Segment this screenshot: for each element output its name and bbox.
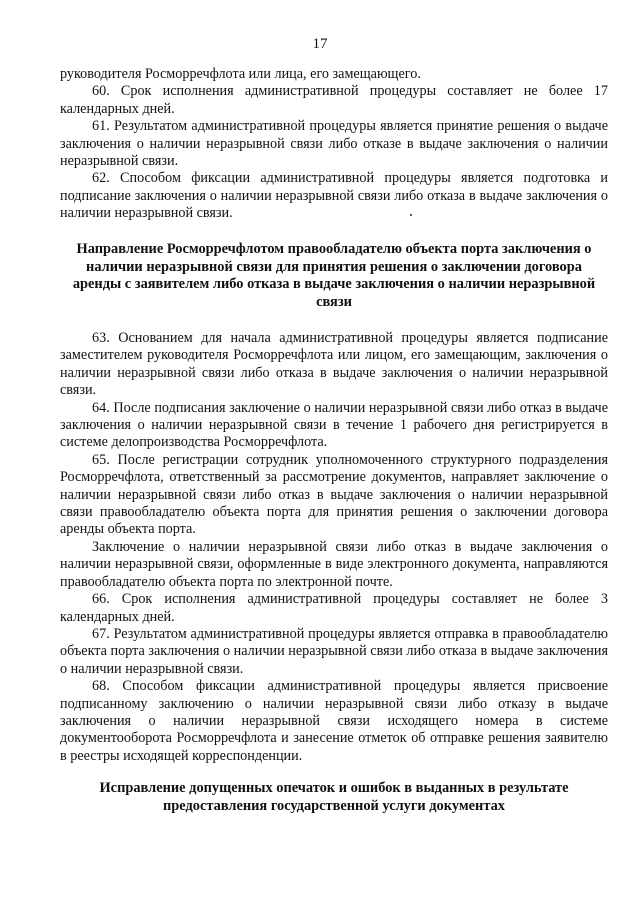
- paragraph-60: 60. Срок исполнения административной процедуры составляет не более 17 календарных дней.: [60, 83, 608, 117]
- paragraph-68: 68. Способом фиксации административной процедуры является присвоение подписанному заключению о наличии неразрывной связи либо отказу в выдаче заключения о наличии неразрывной связи исходящего номера в системе документооборота Росморречфлота и занесение отметок об отправке решения заявителю в реестры исходящей корреспонденции.: [60, 678, 608, 764]
- paragraph-65-continuation: Заключение о наличии неразрывной связи либо отказ в выдаче заключения о наличии неразрывной связи, оформленные в виде электронного документа, направляются правообладателю объекта порта по электронной почте.: [60, 538, 608, 590]
- section1-heading: Направление Росморречфлотом правообладателю объекта порта заключения о наличии неразрывной связи для принятия решения о заключении договора аренды с заявителем либо отказа в выдаче заключения о наличии неразрывной связи: [72, 241, 596, 310]
- section2-heading-block: [60, 780, 608, 815]
- section1-heading-block: [60, 241, 608, 311]
- stray-dot: [410, 214, 412, 216]
- paragraph-59-continuation: руководителя Росморречфлота или лица, его замещающего.: [60, 66, 421, 82]
- paragraph-66: 66. Срок исполнения административной процедуры составляет не более 3 календарных дней.: [60, 591, 608, 625]
- paragraph-64: 64. После подписания заключение о наличии неразрывной связи либо отказ в выдаче заключения о наличии неразрывной связи в течение 1 рабочего дня регистрируется в системе делопроизводства Росморречфлота.: [60, 399, 608, 451]
- block1: [60, 66, 608, 223]
- section2-heading: Исправление допущенных опечаток и ошибок в выданных в результате предоставления государственной услуги документах: [99, 780, 569, 814]
- paragraph-63: 63. Основанием для начала административной процедуры является подписание заместителем руководителя Росморречфлота или лицом, его замещающим, заключения о наличии неразрывной связи либо отказа в выдаче заключения о наличии неразрывной связи.: [60, 330, 608, 399]
- paragraph-67: 67. Результатом административной процедуры является отправка в правообладателю объекта порта заключения о наличии неразрывной связи либо отказа в выдаче заключения о наличии неразрывной связи.: [60, 625, 608, 677]
- paragraph-65: 65. После регистрации сотрудник уполномоченного структурного подразделения Росморречфлота, ответственный за рассмотрение документов, направляет заключение о наличии неразрывной связи либо отказ в выдаче заключения о наличии неразрывной связи правообладателю объекта порта для принятия решения о заключении договора аренды объекта порта.: [60, 451, 608, 538]
- paragraph-62: 62. Способом фиксации административной процедуры является подготовка и подписание заключения о наличии неразрывной связи либо отказа в выдаче заключения о наличии неразрывной связи.: [60, 170, 608, 222]
- page-number: 17: [312, 36, 328, 52]
- paragraph-61: 61. Результатом административной процедуры является принятие решения о выдаче заключения о наличии неразрывной связи либо отказе в выдаче заключения о наличии неразрывной связи.: [60, 118, 608, 170]
- section1-body: [60, 330, 608, 765]
